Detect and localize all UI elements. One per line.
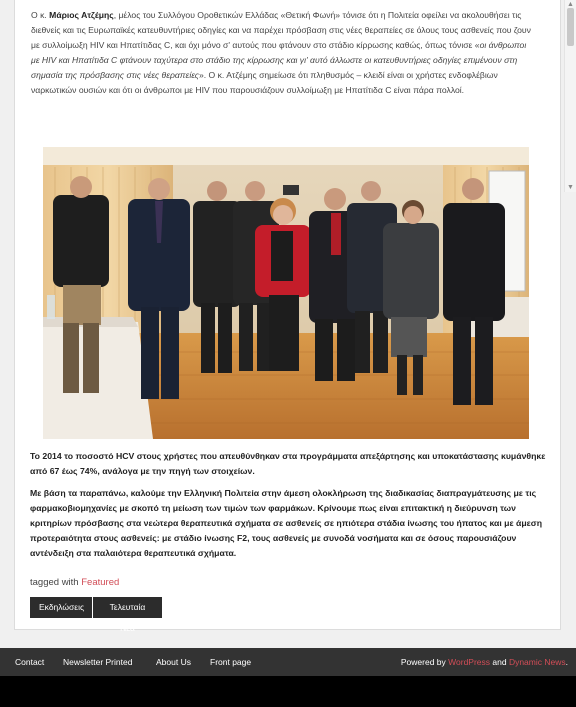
tagged-with — [30, 577, 119, 588]
footer-credits — [401, 657, 568, 667]
scroll-thumb[interactable] — [567, 8, 574, 46]
credits-and: and — [490, 657, 509, 667]
footer-link-front-page[interactable]: Front page — [210, 657, 252, 667]
inner-scrollbar[interactable] — [564, 0, 576, 192]
scroll-down-arrow-icon[interactable]: ▼ — [567, 184, 574, 191]
bottom-black-bar — [0, 676, 576, 707]
hcv-statistics-paragraph: Το 2014 το ποσοστό HCV στους χρήστες που απευθύνθηκαν στα προγράμματα απεξάρτησης και υποκατάστασης κυμάνθηκε από 67 έως 74%, ανάλογα με την πηγή των στοιχείων. — [30, 451, 546, 476]
intro-text-3: ». Ο κ. Ατζέμης σημείωσε ότι πληθυσμός – κλειδί είναι οι χρήστες ενδοφλέβιων ναρκωτικών ουσιών και ότι οι άνθρωποι με HIV που παρουσιάζουν συλλοίμωξη με Ηπατίτιδα C είναι πάρα πολλοί. — [31, 70, 498, 95]
speaker-name: Μάριος Ατζέμης — [49, 10, 114, 20]
tag-featured-link[interactable]: Featured — [81, 577, 120, 588]
call-to-action-paragraph: Με βάση τα παραπάνω, καλούμε την Ελληνική Πολιτεία στην άμεση ολοκλήρωση της διαδικασίας διαπραγμάτευσης με τις φαρμακοβιομηχανίες με σκοπό τη μείωση των τιμών των φαρμάκων. Κρίνουμε πως είναι επιτακτική η διεύρυνση των κριτηρίων πρόσβασης στα νεώτερα θεραπευτικά σχήματα σε ασθενείς σε ηπιότερα στάδια ίνωσης του ήπατος και με άμεση προτεραιότητα στους ασθενείς: με στάδιο ίνωσης F2, τους ασθενείς με συνοδά νοσήματα και σε όσους παρουσιάζουν αντένδειξη στα παλαιότερα θεραπευτικά σχήματα. — [30, 488, 543, 558]
intro-text-2: , μέλος του Συλλόγου Οροθετικών Ελλάδας «Θετική Φωνή» τόνισε ότι η Πολιτεία οφείλει να ακολουθήσει τις διεθνείς και τις Ευρωπαϊκές κατευθυντήριες οδηγίες και να παρέχει πρόσβαση στις νέες θεραπείες σε όλους τους ασθενείς που ζουν με συλλοίμωξη HIV και Ηπατίτιδας C, και όχι μόνο σ' αυτούς που φτάνουν στο στάδιο κίρρωσης καθώς, όπως τόνισε « — [31, 10, 531, 50]
intro-quote: οι άνθρωποι με HIV και Ηπατίτιδα C φτάνουν ταχύτερα στο στάδιο της κίρρωσης και γι' αυτό άλλωστε οι κατευθυντήριες οδηγίες επιμένουν στη σημασία της πρόσβασης στις νέες θεραπείες — [31, 40, 527, 80]
tagged-label: tagged with — [30, 577, 82, 588]
footer-link-contact[interactable]: Contact — [15, 657, 45, 667]
scroll-up-arrow-icon[interactable]: ▲ — [567, 1, 574, 8]
site-footer — [0, 648, 576, 676]
intro-text-1: Ο κ. — [31, 10, 50, 20]
powered-by-label: Powered by — [400, 657, 449, 667]
article-photo — [43, 147, 529, 439]
category-events-button[interactable]: Εκδηλώσεις — [30, 597, 92, 618]
intro-paragraph — [31, 8, 531, 98]
footer-link-newsletter-printed[interactable]: Newsletter Printed — [63, 657, 133, 667]
footer-link-about-us[interactable]: About Us — [156, 657, 191, 667]
credits-end: . — [565, 657, 568, 667]
dynamic-news-link[interactable]: Dynamic News — [508, 657, 566, 667]
category-latest-news-button[interactable]: Τελευταία Νέα — [93, 597, 162, 618]
wordpress-link[interactable]: WordPress — [448, 657, 491, 667]
